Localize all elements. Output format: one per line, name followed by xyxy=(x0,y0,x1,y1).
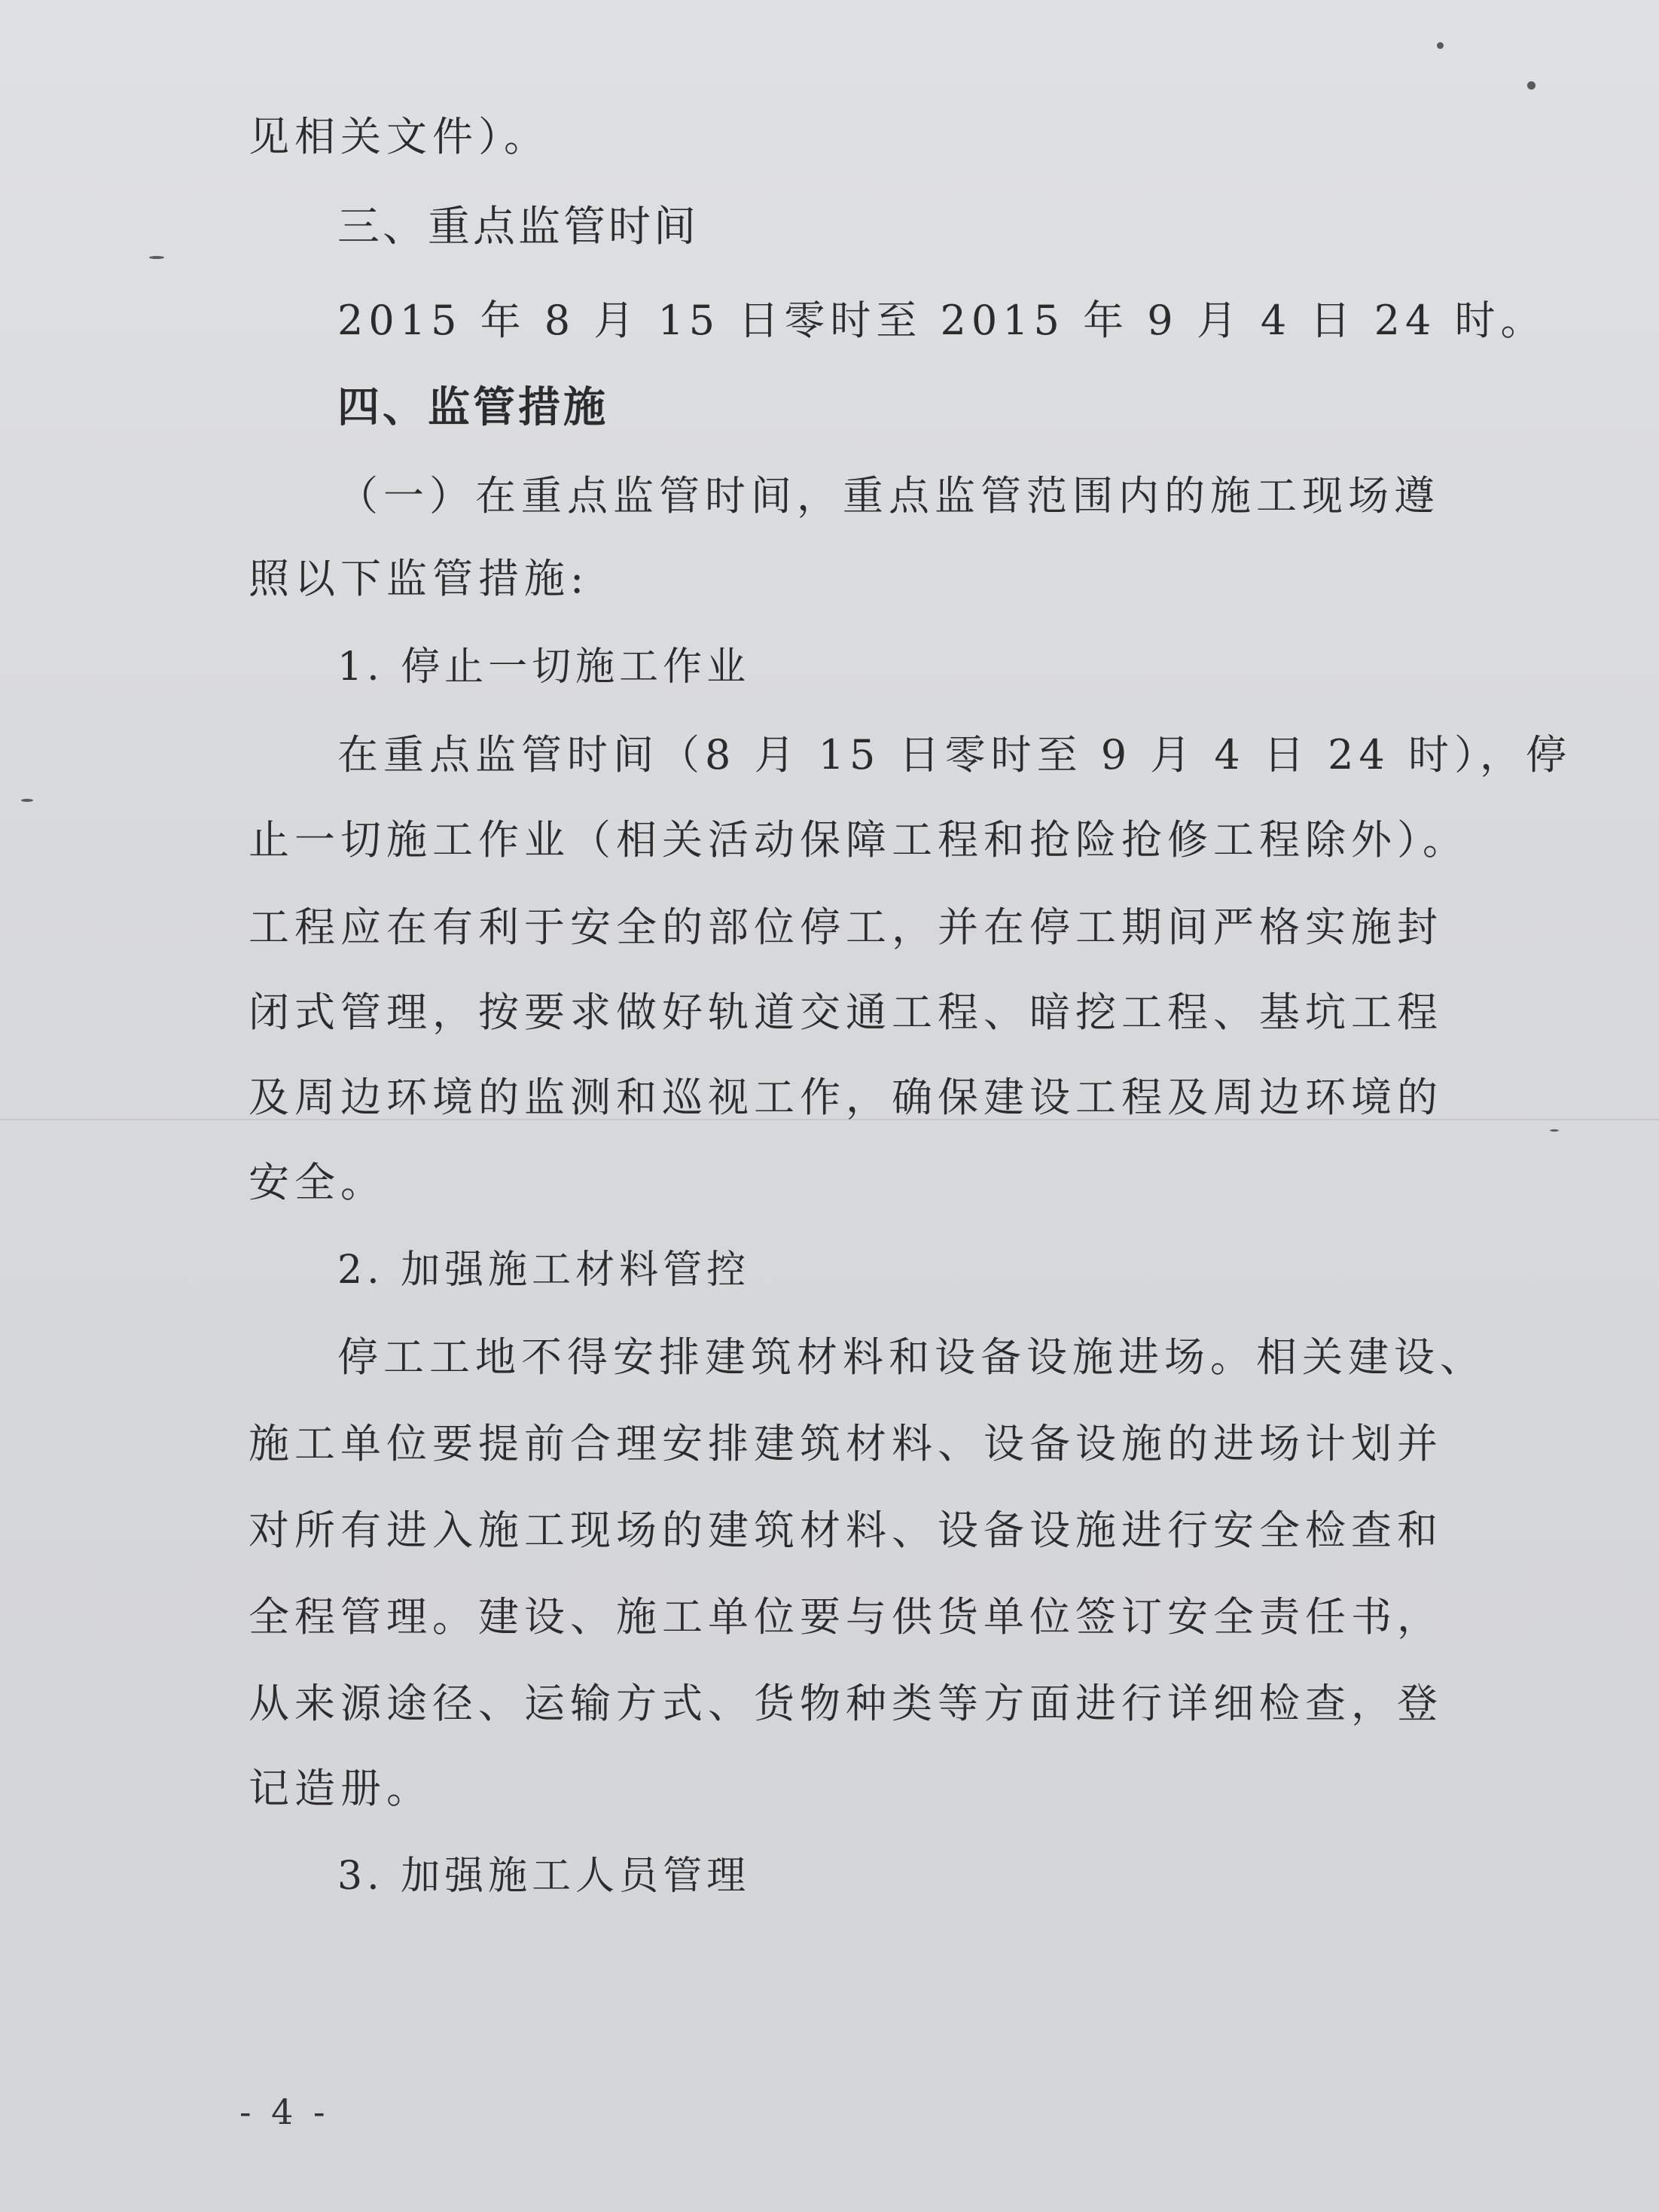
subheading-3: 3. 加强施工人员管理 xyxy=(337,1854,751,1899)
section-heading-4: 四、监管措施 xyxy=(337,383,608,432)
paper-speck xyxy=(1550,1129,1559,1132)
text-line-16: 施工单位要提前合理安排建筑材料、设备设施的进场计划并 xyxy=(249,1420,1443,1467)
paper-speck xyxy=(1437,42,1444,49)
text-line-18: 全程管理。建设、施工单位要与供货单位签订安全责任书， xyxy=(249,1593,1443,1641)
text-line-17: 对所有进入施工现场的建筑材料、设备设施进行安全检查和 xyxy=(249,1507,1443,1554)
text-line-9: 止一切施工作业（相关活动保障工程和抢险抢修工程除外）。 xyxy=(249,816,1468,864)
subheading-1: 1. 停止一切施工作业 xyxy=(337,644,751,690)
section-heading-3: 三、重点监管时间 xyxy=(337,203,699,251)
text-line-8: 在重点监管时间（8 月 15 日零时至 9 月 4 日 24 时），停 xyxy=(337,731,1572,778)
text-line-15: 停工工地不得安排建筑材料和设备设施进场。相关建设、 xyxy=(337,1333,1486,1381)
subheading-2: 2. 加强施工材料管控 xyxy=(337,1248,751,1293)
text-line-5: （一）在重点监管时间，重点监管范围内的施工现场遵 xyxy=(337,472,1440,519)
text-line-6: 照以下监管措施: xyxy=(249,555,590,602)
text-line-12: 及周边环境的监测和巡视工作，确保建设工程及周边环境的 xyxy=(249,1074,1443,1121)
page-number: - 4 - xyxy=(239,2092,330,2132)
text-line-1: 见相关文件）。 xyxy=(249,113,550,160)
text-line-20: 记造册。 xyxy=(249,1765,432,1812)
paper-speck xyxy=(1527,81,1535,90)
text-line-11: 闭式管理，按要求做好轨道交通工程、暗挖工程、基坑工程 xyxy=(249,989,1443,1036)
text-line-10: 工程应在有利于安全的部位停工，并在停工期间严格实施封 xyxy=(249,903,1443,951)
paper-speck xyxy=(21,799,33,802)
text-line-19: 从来源途径、运输方式、货物种类等方面进行详细检查，登 xyxy=(249,1680,1443,1727)
text-line-13: 安全。 xyxy=(249,1159,386,1206)
paper-speck xyxy=(149,256,164,259)
time-range-line: 2015 年 8 月 15 日零时至 2015 年 9 月 4 日 24 时。 xyxy=(337,297,1547,344)
